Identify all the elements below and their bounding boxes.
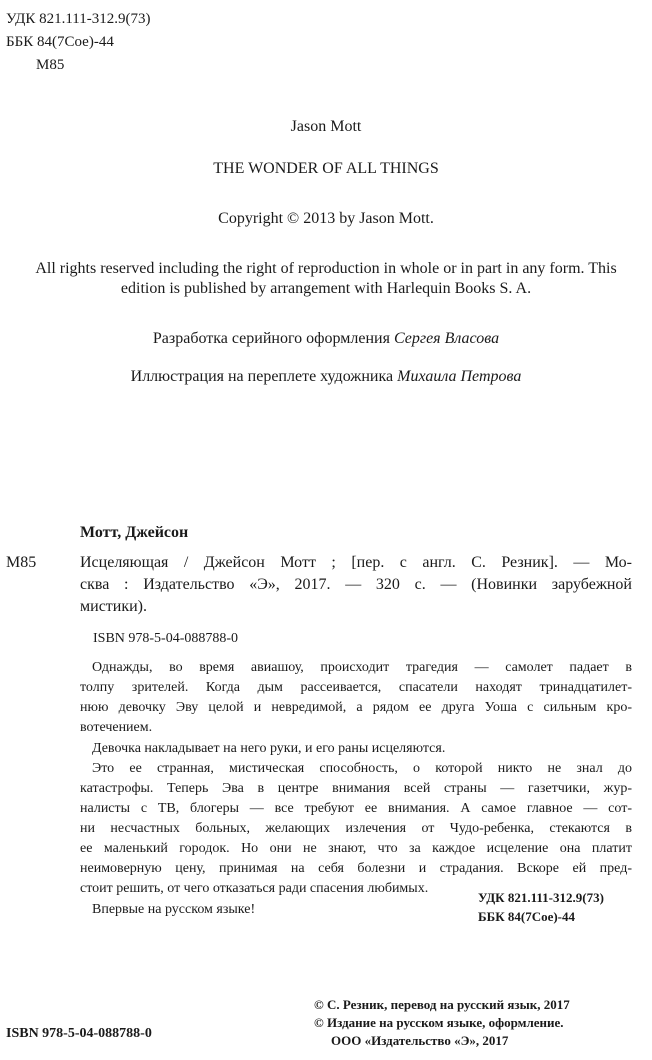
udk-code: УДК 821.111-312.9(73) (6, 11, 151, 27)
annotation-line: налисты с ТВ, блогеры — все требуют ее внимания. А самое главное — сот- (80, 801, 632, 816)
author-mark: М85 (36, 57, 65, 73)
bibliography-mark: М85 (6, 554, 37, 571)
bbk-code: ББК 84(7Сое)-44 (6, 34, 114, 50)
original-copyright: Copyright © 2013 by Jason Mott. (218, 210, 434, 227)
annotation-line: толпу зрителей. Когда дым рассеивается, спасатели находят тринадцатилет- (80, 680, 632, 695)
russian-copyrights (314, 996, 570, 1050)
annotation-line: вотечением. (80, 720, 153, 735)
rights-notice: All rights reserved including the right of reproduction in whole or in part in any form. This edition is published by arrangement with Harlequin Books S. A. (35, 260, 617, 297)
annotation-line: Впервые на русском языке! (92, 902, 256, 917)
illustration-credit (0, 368, 652, 386)
series-design-credit (0, 330, 652, 348)
bibliography-author: Мотт, Джейсон (80, 524, 189, 541)
edition-copyright-line-1: © Издание на русском языке, оформление. (314, 1015, 564, 1030)
annotation-line: стоит решить, от чего отказаться ради спасения любимых. (80, 881, 429, 896)
classification-codes (6, 8, 150, 77)
annotation-line: нюю девочку Эву целой и невредимой, а рядом ее друга Уоша с сильным кро- (80, 700, 632, 715)
illustration-name: Михаила Петрова (397, 368, 522, 385)
annotation-line: ни несчастных больных, желающих излечения от Чудо-ребенка, стекаются в (80, 821, 632, 836)
bbk-code-right: ББК 84(7Сое)-44 (478, 909, 576, 924)
bibliography-line: Исцеляющая / Джейсон Мотт ; [пер. с англ. С. Резник]. — Мо- (80, 554, 632, 571)
bibliography-line: сква : Издательство «Э», 2017. — 320 с. — (Новинки зарубежной (80, 576, 632, 593)
udk-code-right: УДК 821.111-312.9(73) (478, 890, 604, 905)
annotation-paragraph-3 (80, 759, 632, 899)
bibliography-isbn: ISBN 978-5-04-088788-0 (93, 631, 239, 646)
original-title: THE WONDER OF ALL THINGS (213, 160, 439, 177)
original-author: Jason Mott (290, 118, 362, 135)
illustration-label: Иллюстрация на переплете художника (130, 368, 394, 385)
series-design-name: Сергея Власова (393, 330, 500, 347)
annotation-line: катастрофы. Теперь Эва в центре внимания всей страны — газетчики, жур- (80, 781, 632, 796)
annotation-line: ее маленький городок. Но они не знают, что за каждое исцеление она платит (80, 841, 632, 856)
annotation-paragraph-2 (80, 739, 632, 759)
bibliography-line: мистики). (80, 598, 148, 615)
annotation-line: неимоверную цену, принимая на себя болезни и страдания. Вскоре ей пред- (80, 861, 632, 876)
annotation-paragraph-1 (80, 658, 632, 738)
edition-copyright-line-2: ООО «Издательство «Э», 2017 (331, 1033, 509, 1048)
annotation-line: Однажды, во время авиашоу, происходит трагедия — самолет падает в (92, 660, 632, 675)
annotation-line: Это ее странная, мистическая способность, о которой никто не знал до (92, 761, 632, 776)
translation-copyright: © С. Резник, перевод на русский язык, 2017 (314, 997, 570, 1012)
footer-isbn: ISBN 978-5-04-088788-0 (6, 1026, 152, 1041)
classification-codes-right (478, 888, 604, 926)
series-design-label: Разработка серийного оформления (152, 330, 390, 347)
bibliography-record (80, 552, 632, 618)
annotation-line: Девочка накладывает на него руки, и его раны исцеляются. (92, 741, 446, 756)
